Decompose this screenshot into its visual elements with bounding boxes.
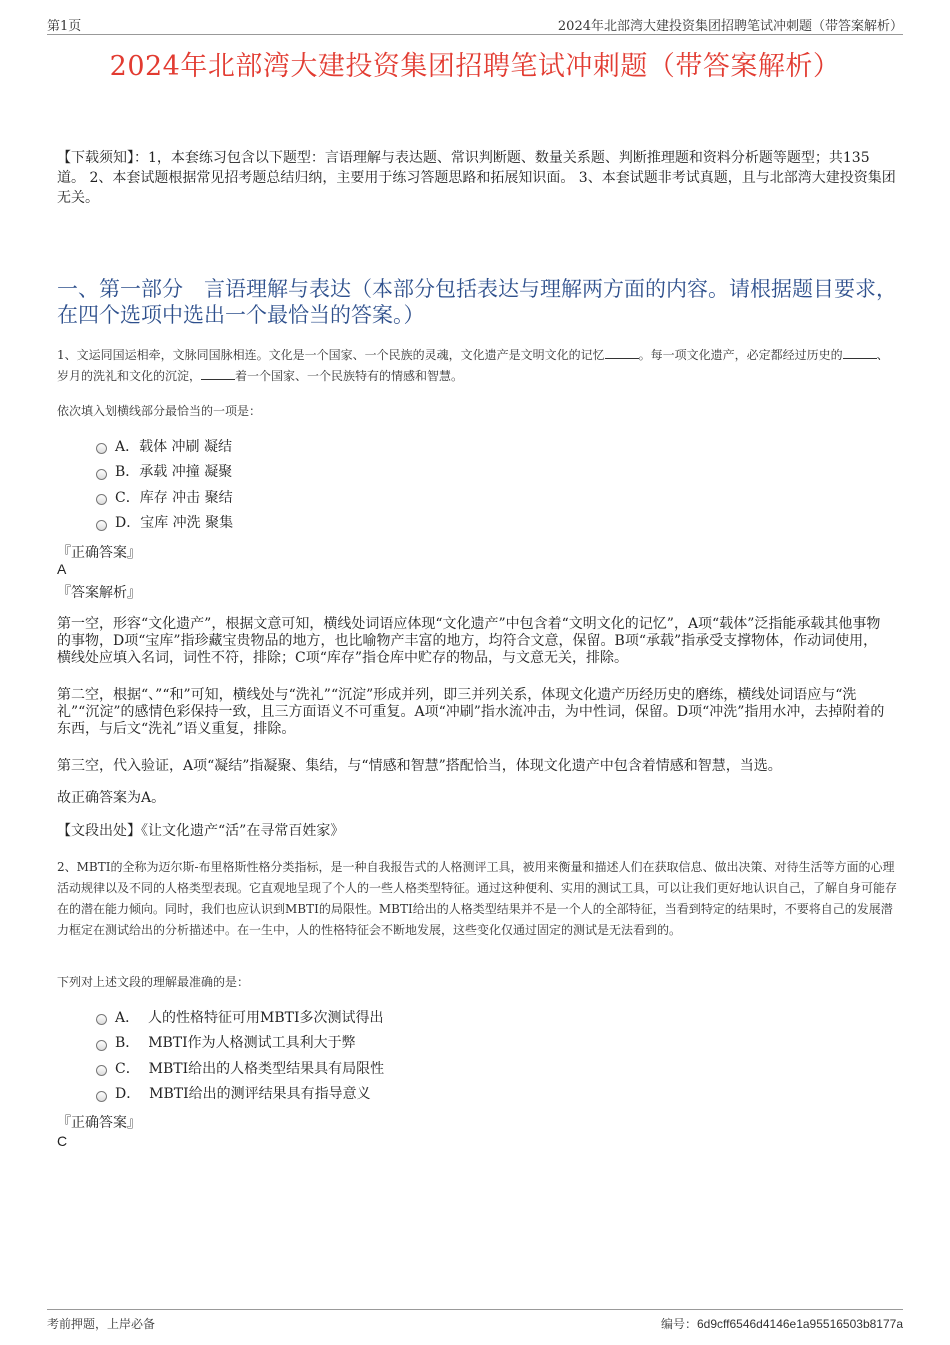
analysis-paragraph: 第一空，形容“文化遗产”，根据文意可知，横线处词语应体现“文化遗产”中包含着“文明文化的记忆”，A项“载体”泛指能承载其他事物的事物，D项“宝库”指珍藏宝贵物品的地方，也比喻物产丰富的地方，均符合文意，保留。B项“承载”指承受支撑物体，作动词使用，横线处应填入名词，词性不符，排除；C项“库存”指仓库中贮存的物品，与文意无关，排除。 [57,616,881,666]
radio-button-icon[interactable] [96,1014,107,1025]
section-title: 一、第一部分 言语理解与表达（本部分包括表达与理解两方面的内容。请根据题目要求，在四个选项中选出一个最恰当的答案。） [57,277,897,327]
document-code: 编号：6d9cff6546d4146e1a95516503b8177a [660,1317,903,1331]
source-reference: 【文段出处】《让文化遗产“活”在寻常百姓家》 [57,823,345,839]
header-doc-title: 2024年北部湾大建投资集团招聘笔试冲刺题（带答案解析） [557,19,903,34]
blank-line [201,367,235,380]
question-2-options [96,1004,384,1106]
option-a[interactable]: A． 人的性格特征可用MBTI多次测试得出 [96,1004,384,1030]
question-1-options [96,433,233,535]
radio-button-icon[interactable] [96,520,107,531]
radio-button-icon[interactable] [96,469,107,480]
option-a[interactable]: A．载体 冲刷 凝结 [96,433,233,459]
radio-button-icon[interactable] [96,1065,107,1076]
correct-answer-label: 『正确答案』 [57,1115,141,1131]
download-notice: 【下载须知】：1，本套练习包含以下题型：言语理解与表达题、常识判断题、数量关系题、判断推理题和资料分析题等题型；共135道。 2、本套试题根据常见招考题总结归纳，主要用于练习答题思路和拓展知识面。 3、本套试题非考试真题，且与北部湾大建投资集团无关。 [57,150,896,206]
radio-button-icon[interactable] [96,1091,107,1102]
footer-slogan: 考前押题，上岸必备 [47,1317,156,1331]
document-title: 2024年北部湾大建投资集团招聘笔试冲刺题（带答案解析） [109,51,841,82]
option-d[interactable]: D． MBTI给出的测评结果具有指导意义 [96,1081,384,1107]
radio-button-icon[interactable] [96,443,107,454]
radio-button-icon[interactable] [96,1040,107,1051]
page-header [47,12,903,35]
correct-answer: C [57,1133,68,1149]
question-1-prompt: 依次填入划横线部分最恰当的一项是： [57,404,262,418]
option-c[interactable]: C． MBTI给出的人格类型结果具有局限性 [96,1055,384,1081]
question-1-text: 1、文运同国运相牵，文脉同国脉相连。文化是一个国家、一个民族的灵魂，文化遗产是文明文化的记忆 。每一项文化遗产，必定都经过历史的 、岁月的洗礼和文化的沉淀， 着一个国家、一个民族特有的情感和智慧。 [57,348,889,383]
blank-line [605,346,639,359]
option-b[interactable]: B． MBTI作为人格测试工具利大于弊 [96,1030,384,1056]
page-footer [47,1309,903,1334]
correct-answer-label: 『正确答案』 [57,545,141,561]
correct-answer: A [57,561,67,577]
radio-button-icon[interactable] [96,494,107,505]
option-c[interactable]: C．库存 冲击 聚结 [96,484,233,510]
blank-line [843,346,877,359]
analysis-paragraph: 第三空，代入验证，A项“凝结”指凝聚、集结，与“情感和智慧”搭配恰当，体现文化遗产中包含着情感和智慧，当选。 [57,758,782,774]
question-2-prompt: 下列对上述文段的理解最准确的是： [57,975,250,989]
analysis-label: 『答案解析』 [57,585,141,601]
question-2-text: 2、MBTI的全称为迈尔斯-布里格斯性格分类指标，是一种自我报告式的人格测评工具，被用来衡量和描述人们在获取信息、做出决策、对待生活等方面的心理活动规律以及不同的人格类型表现。它直观地呈现了个人的一些人格类型特征。通过这种便利、实用的测试工具，可以让我们更好地认识自己，了解自身可能存在的潜在能力倾向。同时，我们也应认识到MBTI的局限性。MBTI给出的人格类型结果并不是一个人的全部特征，当看到特定的结果时，不要将自己的发展潜力框定在测试给出的分析描述中。在一生中，人的性格特征会不断地发展，这些变化仅通过固定的测试是无法看到的。 [57,860,898,937]
analysis-paragraph: 第二空，根据“、”“和”可知，横线处与“洗礼”“沉淀”形成并列，即三并列关系，体现文化遗产历经历史的磨练，横线处词语应与“洗礼”“沉淀”的感情色彩保持一致，且三方面语义不可重复。A项“冲刷”指水流冲击，为中性词，保留。D项“冲洗”指用水冲，去掉附着的东西，与后文“洗礼”语义重复，排除。 [57,687,885,737]
page-number: 第1页 [47,19,82,34]
option-d[interactable]: D．宝库 冲洗 聚集 [96,510,233,536]
analysis-conclusion: 故正确答案为A。 [57,790,166,806]
option-b[interactable]: B．承载 冲撞 凝聚 [96,459,233,485]
